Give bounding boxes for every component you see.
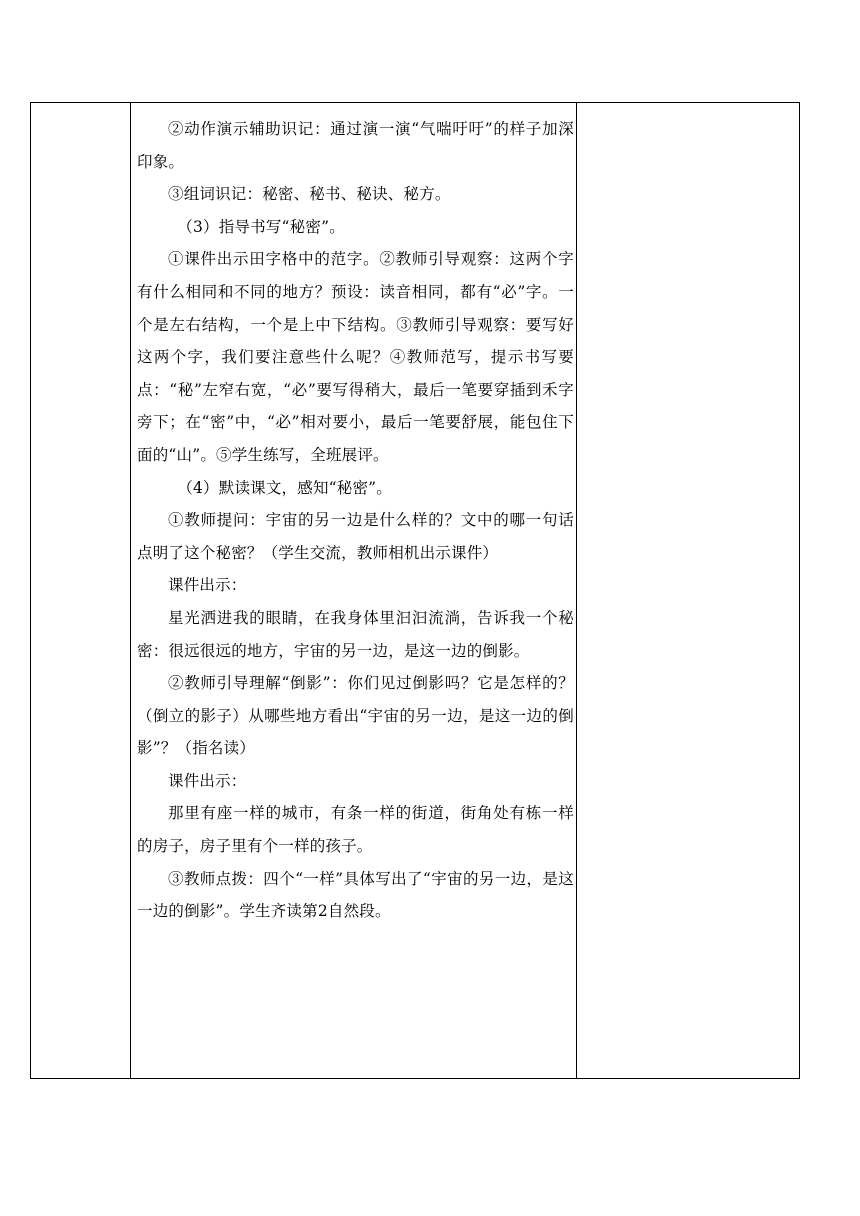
paragraph-reflection-guidance: ②教师引导理解“倒影”：你们见过倒影吗？它是怎样的？（倒立的影子）从哪些地方看出“宇宙的另一边，是这一边的倒影”？（指名读）: [137, 674, 574, 758]
paragraph-teacher-summary: ③教师点拨：四个“一样”具体写出了“宇宙的另一边，是这一边的倒影”。学生齐读第2自然段。: [137, 869, 574, 921]
lesson-plan-table: [30, 102, 800, 1079]
paragraph-writing-guidance: ①课件出示田字格中的范字。②教师引导观察：这两个字有什么相同和不同的地方？预设：读音相同，都有“必”字。一个是左右结构，一个是上中下结构。③教师引导观察：要写好这两个字，我们要注意些什么呢？④教师范写，提示书写要点：“秘”左窄右宽，“必”要写得稍大，最后一笔要穿插到禾字旁下；在“密”中，“必”相对要小，最后一笔要舒展，能包住下面的“山”。⑤学生练写，全班展评。: [137, 250, 574, 464]
paragraph-silent-reading-heading: （4）默读课文，感知“秘密”。: [177, 478, 393, 497]
column-divider-left: [130, 103, 131, 1078]
left-column-cell: [31, 103, 130, 1078]
paragraph-courseware-label-1: 课件出示：: [168, 576, 247, 595]
paragraph-word-groups: ③组词识记：秘密、秘书、秘诀、秘方。: [168, 185, 451, 204]
paragraph-courseware-quote-1: 星光洒进我的眼睛，在我身体里汩汩流淌，告诉我一个秘密：很远很远的地方，宇宙的另一边，是这一边的倒影。: [137, 608, 574, 660]
paragraph-writing-heading: （3）指导书写“秘密”。: [177, 217, 345, 236]
paragraph-courseware-quote-2: 那里有座一样的城市，有条一样的街道，街角处有栋一样的房子，房子里有个一样的孩子。: [137, 804, 574, 856]
paragraph-action-demo: ②动作演示辅助识记：通过演一演“气喘吁吁”的样子加深印象。: [137, 120, 574, 171]
paragraph-courseware-label-2: 课件出示：: [168, 771, 247, 790]
right-column-cell: [576, 103, 800, 1078]
paragraph-teacher-question: ①教师提问：宇宙的另一边是什么样的？文中的哪一句话点明了这个秘密？（学生交流，教师相机出示课件）: [137, 511, 574, 562]
teaching-process-cell: [137, 113, 574, 928]
